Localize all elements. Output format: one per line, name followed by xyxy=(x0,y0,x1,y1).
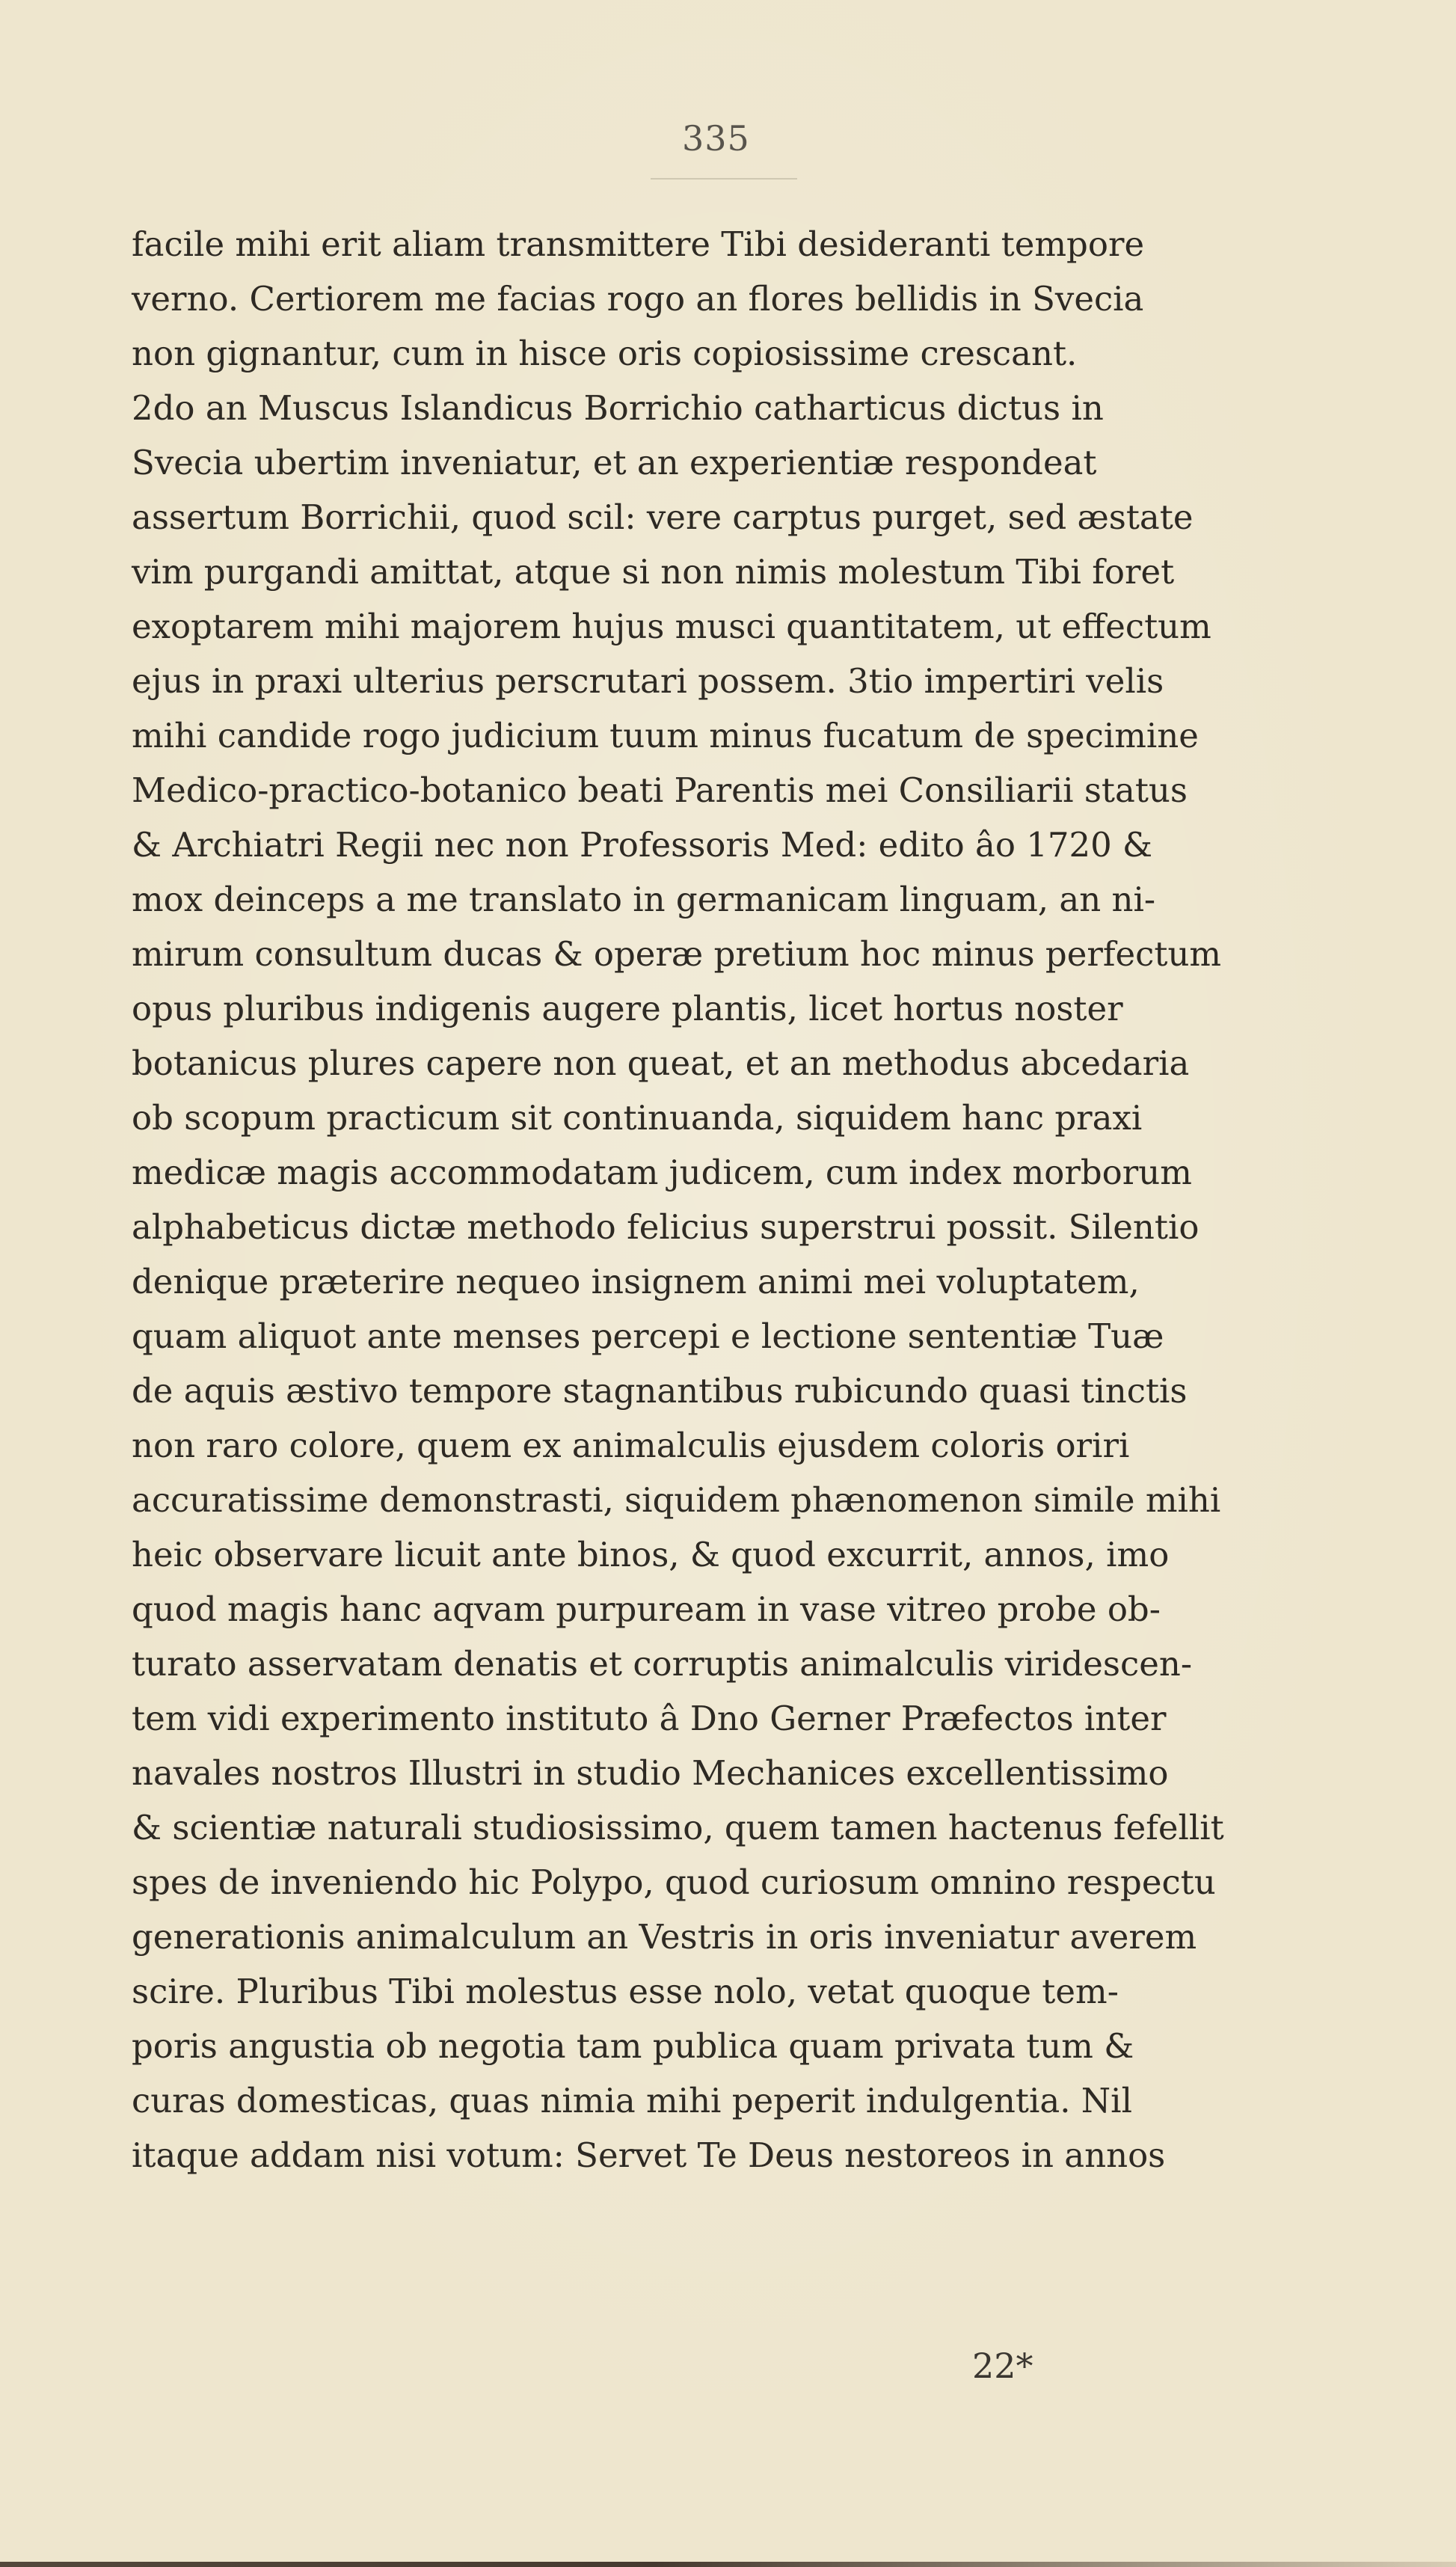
text-line: facile mihi erit aliam transmittere Tibi desideranti tempore xyxy=(132,224,1145,264)
text-line: generationis animalculum an Vestris in oris inveniatur averem xyxy=(132,1917,1197,1957)
page-number: 335 xyxy=(682,118,750,159)
text-line: mirum consultum ducas & operæ pretium hoc minus perfectum xyxy=(132,934,1222,974)
text-line: denique præterire nequeo insignem animi mei voluptatem, xyxy=(132,1262,1140,1301)
text-line: & scientiæ naturali studiosissimo, quem tamen hactenus fefellit xyxy=(132,1808,1224,1847)
text-line: ob scopum practicum sit continuanda, siquidem hanc praxi xyxy=(132,1098,1143,1138)
text-line: mihi candide rogo judicium tuum minus fucatum de specimine xyxy=(132,716,1199,755)
text-line: medicæ magis accommodatam judicem, cum index morborum xyxy=(132,1153,1192,1192)
header-rule xyxy=(651,178,797,180)
text-line: ejus in praxi ulterius perscrutari possem. 3tio impertiri velis xyxy=(132,661,1164,701)
text-line: Svecia ubertim inveniatur, et an experientiæ respondeat xyxy=(132,443,1097,482)
text-line: quod magis hanc aqvam purpuream in vase vitreo probe ob- xyxy=(132,1589,1161,1629)
text-line: spes de inveniendo hic Polypo, quod curiosum omnino respectu xyxy=(132,1862,1216,1902)
text-line: opus pluribus indigenis augere plantis, licet hortus noster xyxy=(132,989,1123,1028)
text-line: tem vidi experimento instituto â Dno Gerner Præfectos inter xyxy=(132,1699,1167,1738)
text-line: Medico-practico-botanico beati Parentis mei Consiliarii status xyxy=(132,770,1188,810)
text-line: alphabeticus dictæ methodo felicius superstrui possit. Silentio xyxy=(132,1207,1199,1247)
text-line: poris angustia ob negotia tam publica quam privata tum & xyxy=(132,2026,1134,2066)
text-line: & Archiatri Regii nec non Professoris Med: edito âo 1720 & xyxy=(132,825,1153,865)
text-line: heic observare licuit ante binos, & quod excurrit, annos, imo xyxy=(132,1535,1170,1574)
text-line: non gignantur, cum in hisce oris copiosissime crescant. xyxy=(132,334,1078,373)
text-line: vim purgandi amittat, atque si non nimis molestum Tibi foret xyxy=(132,552,1175,592)
text-line: assertum Borrichii, quod scil: vere carptus purget, sed æstate xyxy=(132,497,1194,537)
text-line: 2do an Muscus Islandicus Borrichio catharticus dictus in xyxy=(132,388,1104,428)
signature-mark: 22* xyxy=(972,2346,1033,2386)
text-line: de aquis æstivo tempore stagnantibus rubicundo quasi tinctis xyxy=(132,1371,1188,1411)
text-line: itaque addam nisi votum: Servet Te Deus nestoreos in annos xyxy=(132,2135,1166,2175)
page-edge-shadow xyxy=(0,2562,1456,2567)
text-line: botanicus plures capere non queat, et an methodus abcedaria xyxy=(132,1043,1190,1083)
text-line: accuratissime demonstrasti, siquidem phænomenon simile mihi xyxy=(132,1480,1221,1520)
text-line: non raro colore, quem ex animalculis ejusdem coloris oriri xyxy=(132,1426,1130,1465)
text-line: scire. Pluribus Tibi molestus esse nolo, vetat quoque tem- xyxy=(132,1972,1119,2011)
text-line: exoptarem mihi majorem hujus musci quantitatem, ut effectum xyxy=(132,607,1211,646)
text-line: curas domesticas, quas nimia mihi peperit indulgentia. Nil xyxy=(132,2081,1132,2120)
text-line: mox deinceps a me translato in germanicam linguam, an ni- xyxy=(132,880,1156,919)
text-line: navales nostros Illustri in studio Mechanices excellentissimo xyxy=(132,1753,1169,1793)
text-line: turato asservatam denatis et corruptis animalculis viridescen- xyxy=(132,1644,1193,1684)
text-line: verno. Certiorem me facias rogo an flores bellidis in Svecia xyxy=(132,279,1144,319)
text-line: quam aliquot ante menses percepi e lectione sententiæ Tuæ xyxy=(132,1316,1164,1356)
